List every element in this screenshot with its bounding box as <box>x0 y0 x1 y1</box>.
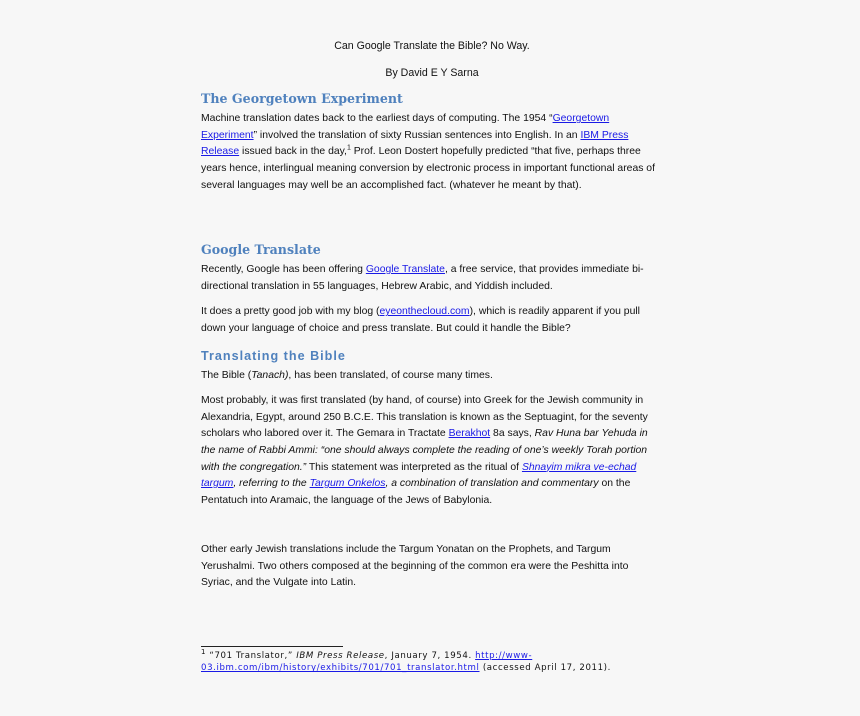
text-run: Machine translation dates back to the earliest days of computing. The 1954 “ <box>201 113 553 125</box>
link-ibm-press-release[interactable]: IBM Press Release <box>201 129 629 158</box>
footnote <box>201 650 671 675</box>
link-ibm-history[interactable]: http://www-03.ibm.com/ibm/history/exhibits/701/701_translator.html <box>201 651 533 674</box>
document-title: Can Google Translate the Bible? No Way. <box>334 40 530 52</box>
document-byline: By David E Y Sarna <box>385 66 479 79</box>
text-run: issued back in the day, <box>239 146 347 158</box>
text-run: It does a pretty good job with my blog ( <box>201 306 380 318</box>
footnote-separator <box>201 646 343 647</box>
paragraph-tanach <box>201 368 663 385</box>
text-run: Prof. Leon Dostert hopefully predicted “that five, perhaps three years hence, interlingual meaning conversion by electronic process in important functional areas of several languages may well be an accomplished fact. (whatever he meant by that). <box>201 146 655 191</box>
paragraph-georgetown <box>201 111 663 194</box>
text-run: , January 7, 1954. <box>384 651 476 661</box>
link-targum-onkelos[interactable]: Targum Onkelos <box>309 478 386 490</box>
paragraph-blog <box>201 304 663 337</box>
link-eyeonthecloud[interactable]: eyeonthecloud.com <box>379 306 470 318</box>
text-run: , a free service, that provides immediate bi-directional translation in 55 languages, Hebrew Arabic, and Yiddish included. <box>201 264 644 292</box>
heading-translating-the-bible: Translating the Bible <box>201 348 346 363</box>
text-run: Recently, Google has been offering <box>201 264 366 276</box>
text-run: Other early Jewish translations include the Targum Yonatan on the Prophets, and Targum Yerushalmi. Two others composed at the beginning of the common era were the Peshitta into Syriac, and the Vulgate into Latin. <box>201 544 629 589</box>
link-google-translate[interactable]: Google Translate <box>365 264 445 276</box>
text-run: This statement was interpreted as the ritual of <box>306 461 522 473</box>
link-georgetown-experiment[interactable]: Georgetown Experiment <box>201 113 610 141</box>
emphasis-run: , referring to the <box>233 478 310 490</box>
text-run: on the Pentatuch into Aramaic, the language of the Jews of Babylonia. <box>201 478 631 506</box>
document-body <box>201 38 663 601</box>
text-run: ” involved the translation of sixty Russian sentences into English. In an <box>253 129 581 141</box>
emphasis-run: , a combination of translation and commentary <box>385 478 599 490</box>
link-shnayim-mikra[interactable]: Shnayim mikra ve-echad targum <box>201 461 637 490</box>
text-run: The Bible ( <box>201 369 252 381</box>
emphasis-run: IBM Press Release <box>296 651 385 661</box>
text-run: 8a says, <box>490 428 535 440</box>
footnote-reference[interactable]: 1 <box>346 144 351 152</box>
text-run: “701 Translator,” <box>206 651 297 661</box>
paragraph-septuagint <box>201 393 663 509</box>
text-run: ), which is readily apparent if you pull down your language of choice and press translate. But could it handle the Bible? <box>201 306 640 334</box>
paragraph-other-translations <box>201 542 663 592</box>
heading-georgetown-experiment: The Georgetown Experiment <box>201 91 403 107</box>
heading-google-translate: Google Translate <box>201 242 321 258</box>
emphasis-run: Tanach) <box>251 369 289 381</box>
spacer <box>201 518 663 542</box>
paragraph-google-translate-intro <box>201 262 663 295</box>
text-run: , has been translated, of course many times. <box>288 369 493 381</box>
link-berakhot[interactable]: Berakhot <box>448 428 491 440</box>
spacer <box>201 203 663 232</box>
emphasis-run: Rav Huna bar Yehuda in the name of Rabbi Ammi: “one should always complete the reading of one’s weekly Torah portion with the congregation.” <box>201 428 648 473</box>
text-run: (accessed April 17, 2011). <box>479 663 611 674</box>
footnote-number: 1 <box>201 648 207 657</box>
text-run: Most probably, it was first translated (by hand, of course) into Greek for the Jewish community in Alexandria, Egypt, around 250 B.C.E. This translation is known as the Septuagint, for the seventy scholars who labored over it. The Gemara in Tractate <box>201 395 648 440</box>
